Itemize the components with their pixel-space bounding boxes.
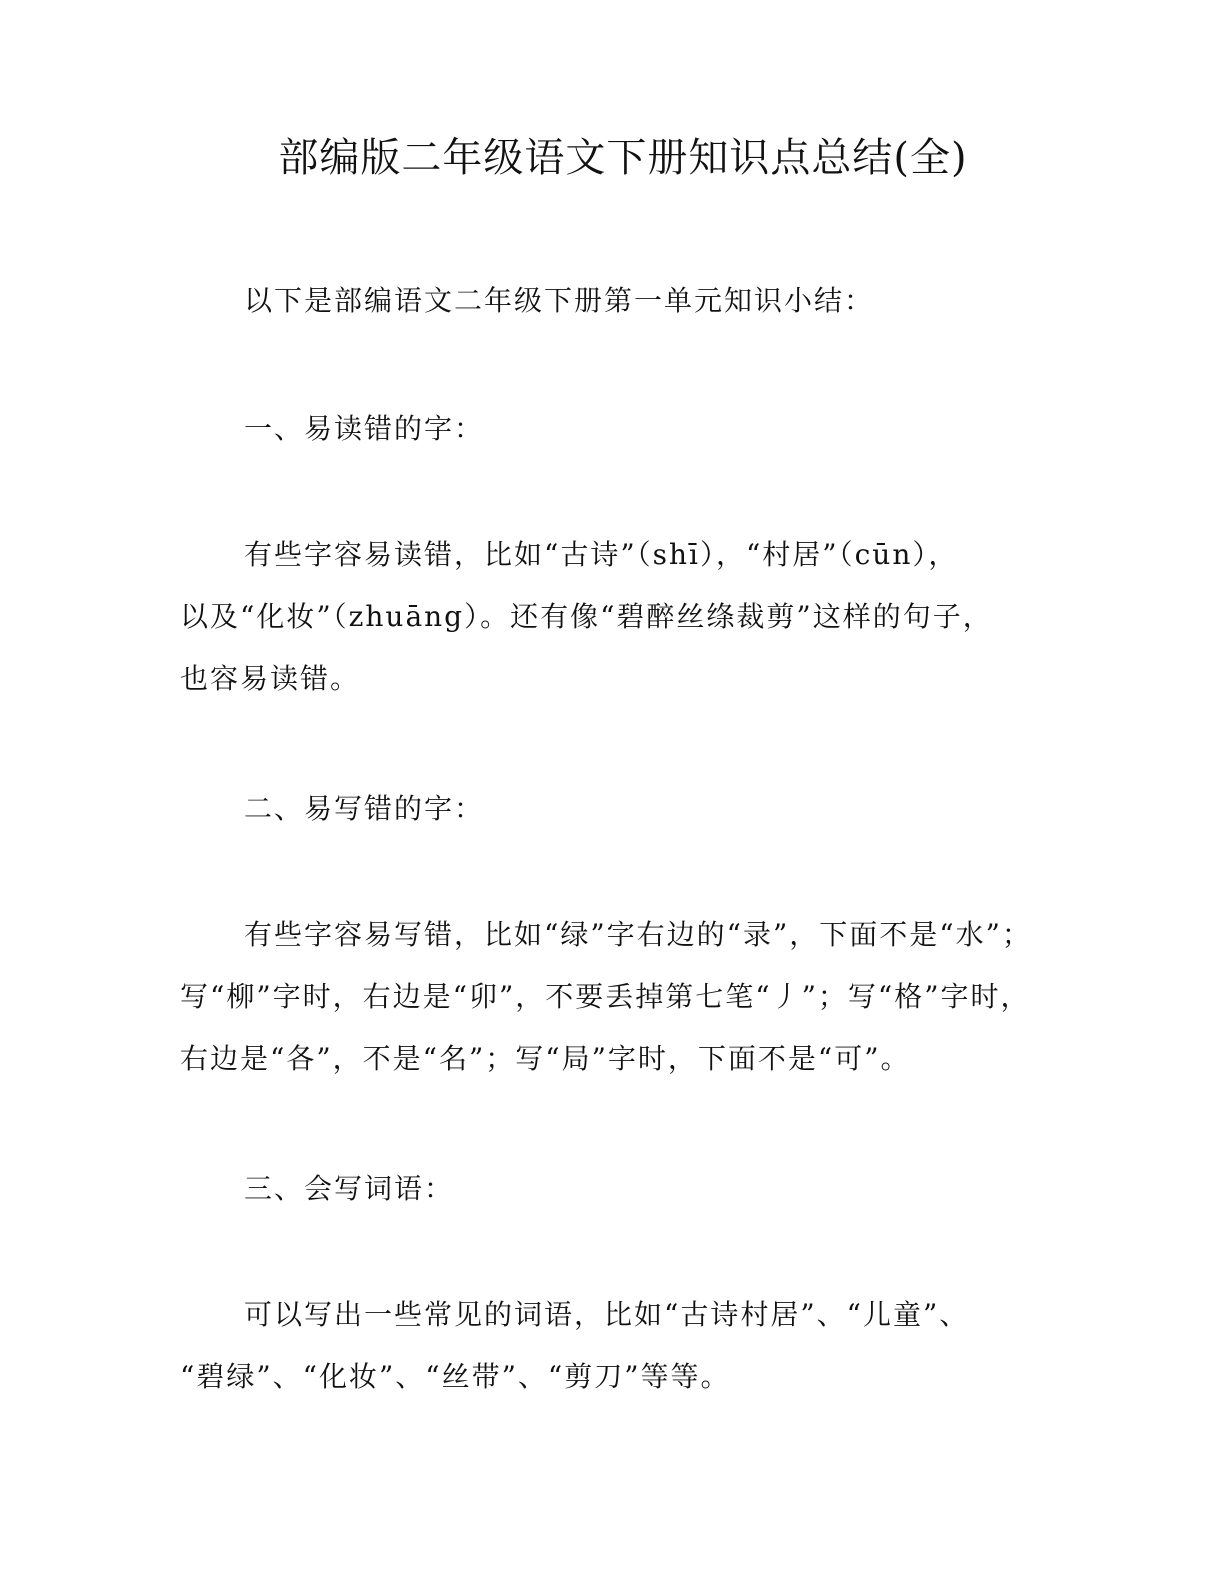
section-3-heading: 三、会写词语： [244, 1172, 455, 1205]
section-1-line-2: 以及“化妆”（zhuāng）。还有像“碧醉丝绦裁剪”这样的句子， [180, 600, 993, 633]
intro-paragraph: 以下是部编语文二年级下册第一单元知识小结： [244, 284, 875, 317]
section-3-paragraph [180, 1284, 1060, 1408]
section-3-line-2: “碧绿”、“化妆”、“丝带”、“剪刀”等等。 [180, 1360, 731, 1393]
section-2-line-1: 有些字容易写错，比如“绿”字右边的“录”，下面不是“水”； [244, 918, 1032, 951]
section-2-heading: 二、易写错的字： [244, 792, 485, 825]
section-1-line-1: 有些字容易读错，比如“古诗”（shī），“村居”（cūn）， [244, 538, 959, 571]
section-2-line-3: 右边是“各”，不是“名”；写“局”字时，下面不是“可”。 [180, 1042, 911, 1075]
document-title: 部编版二年级语文下册知识点总结(全) [278, 135, 968, 181]
section-1-line-3: 也容易读错。 [180, 662, 361, 695]
section-2-line-2: 写“柳”字时，右边是“卯”，不要丢掉第七笔“丿”；写“格”字时， [180, 980, 1031, 1013]
section-1-heading: 一、易读错的字： [244, 412, 485, 445]
section-2-paragraph [180, 904, 1060, 1090]
section-3-line-1: 可以写出一些常见的词语，比如“古诗村居”、“儿童”、 [244, 1298, 970, 1331]
section-1-paragraph [180, 524, 1060, 710]
